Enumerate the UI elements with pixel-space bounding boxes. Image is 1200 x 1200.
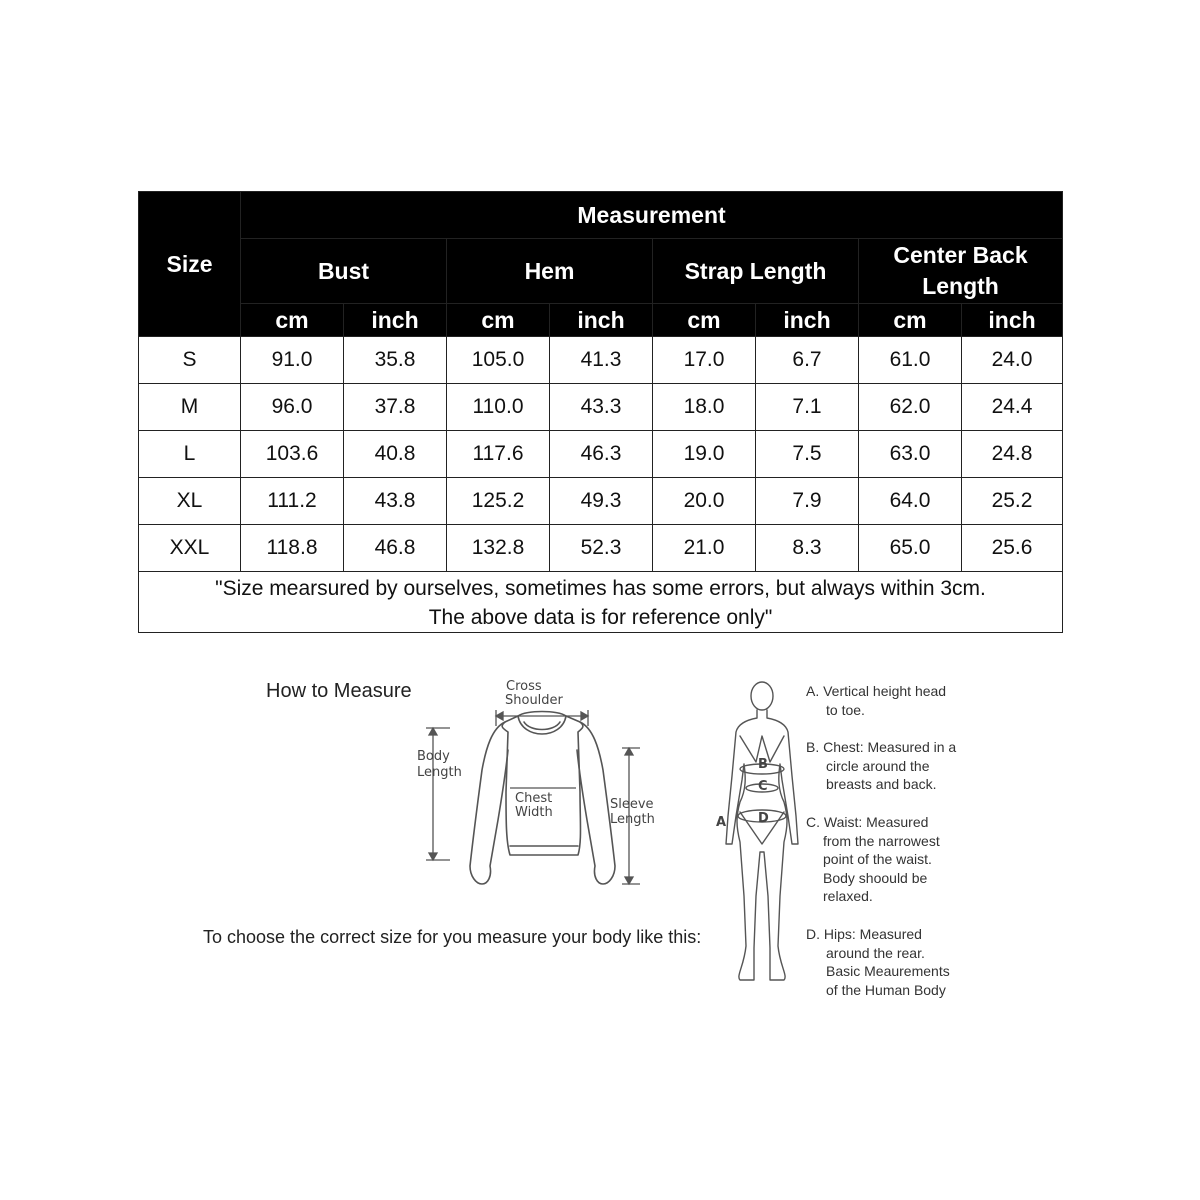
size-cell: XL bbox=[139, 478, 241, 525]
size-cell: S bbox=[139, 337, 241, 384]
legend-line: breasts and back. bbox=[826, 776, 937, 792]
how-to-measure-title: How to Measure bbox=[266, 680, 412, 702]
table-cell: 52.3 bbox=[550, 525, 653, 572]
body-outline bbox=[726, 710, 798, 980]
hips-letter: D bbox=[758, 811, 769, 826]
table-cell: 24.8 bbox=[962, 431, 1063, 478]
table-cell: 132.8 bbox=[447, 525, 550, 572]
unit-header: inch bbox=[344, 304, 447, 337]
note-line: The above data is for reference only" bbox=[428, 606, 773, 629]
table-cell: 40.8 bbox=[344, 431, 447, 478]
unit-header: inch bbox=[756, 304, 859, 337]
table-row bbox=[139, 431, 1063, 478]
chest-width-label: Width bbox=[515, 805, 553, 820]
table-cell: 24.0 bbox=[962, 337, 1063, 384]
legend-line: B. Chest: Measured in a bbox=[806, 739, 957, 755]
chest-width-label: Chest bbox=[515, 791, 553, 806]
choose-size-instruction: To choose the correct size for you measure your body like this: bbox=[203, 927, 702, 947]
waist-letter: C bbox=[758, 779, 768, 794]
bust-header: Bust bbox=[241, 239, 447, 304]
size-cell: M bbox=[139, 384, 241, 431]
sleeve-length-label: Length bbox=[610, 812, 655, 827]
size-cell: XXL bbox=[139, 525, 241, 572]
left-sleeve bbox=[470, 722, 508, 884]
measurement-header: Measurement bbox=[241, 192, 1063, 239]
table-cell: 111.2 bbox=[241, 478, 344, 525]
table-cell: 35.8 bbox=[344, 337, 447, 384]
table-cell: 46.8 bbox=[344, 525, 447, 572]
table-cell: 62.0 bbox=[859, 384, 962, 431]
legend-line: circle around the bbox=[826, 757, 930, 774]
sweater-outline bbox=[502, 716, 583, 855]
table-cell: 6.7 bbox=[756, 337, 859, 384]
table-cell: 64.0 bbox=[859, 478, 962, 525]
table-row bbox=[139, 478, 1063, 525]
cross-shoulder-label: Shoulder bbox=[505, 693, 563, 708]
legend-height bbox=[806, 682, 981, 719]
table-cell: 105.0 bbox=[447, 337, 550, 384]
table-cell: 7.9 bbox=[756, 478, 859, 525]
table-cell: 37.8 bbox=[344, 384, 447, 431]
legend-line: of the Human Body bbox=[826, 981, 946, 998]
table-cell: 103.6 bbox=[241, 431, 344, 478]
center-back-length-header: Center Back Length bbox=[859, 239, 1063, 304]
size-chart-table bbox=[138, 191, 1063, 633]
table-cell: 21.0 bbox=[653, 525, 756, 572]
table-cell: 61.0 bbox=[859, 337, 962, 384]
legend-line: D. Hips: Measured bbox=[806, 926, 922, 942]
legend-hips bbox=[806, 925, 981, 999]
chest-letter: B bbox=[758, 757, 768, 772]
sweater-inner-neck bbox=[524, 722, 560, 730]
note-line: "Size mearsured by ourselves, sometimes has some errors, but always within 3cm. bbox=[215, 577, 986, 600]
table-cell: 7.1 bbox=[756, 384, 859, 431]
sleeve-length-label: Sleeve bbox=[610, 797, 654, 812]
table-cell: 25.6 bbox=[962, 525, 1063, 572]
table-cell: 118.8 bbox=[241, 525, 344, 572]
height-letter: A bbox=[716, 815, 727, 830]
table-cell: 17.0 bbox=[653, 337, 756, 384]
table-row bbox=[139, 525, 1063, 572]
table-cell: 110.0 bbox=[447, 384, 550, 431]
shirt-measurement-diagram bbox=[410, 670, 670, 895]
table-cell: 43.3 bbox=[550, 384, 653, 431]
table-cell: 65.0 bbox=[859, 525, 962, 572]
table-cell: 125.2 bbox=[447, 478, 550, 525]
table-cell: 20.0 bbox=[653, 478, 756, 525]
unit-header: cm bbox=[653, 304, 756, 337]
body-length-label: Body bbox=[417, 749, 450, 764]
table-cell: 91.0 bbox=[241, 337, 344, 384]
table-cell: 7.5 bbox=[756, 431, 859, 478]
strap-length-header: Strap Length bbox=[653, 239, 859, 304]
size-column-header: Size bbox=[139, 192, 241, 337]
body-measurement-figure bbox=[710, 676, 805, 991]
legend-line: around the rear. bbox=[826, 944, 925, 961]
legend-chest bbox=[806, 738, 981, 794]
legend-line: to toe. bbox=[826, 701, 865, 718]
table-cell: 63.0 bbox=[859, 431, 962, 478]
unit-header: inch bbox=[550, 304, 653, 337]
hem-header: Hem bbox=[447, 239, 653, 304]
legend-line: point of the waist. bbox=[823, 851, 932, 867]
table-row bbox=[139, 384, 1063, 431]
table-cell: 43.8 bbox=[344, 478, 447, 525]
table-cell: 25.2 bbox=[962, 478, 1063, 525]
unit-header: inch bbox=[962, 304, 1063, 337]
legend-line: from the narrowest bbox=[823, 832, 940, 849]
size-note bbox=[139, 572, 1063, 633]
note-row bbox=[139, 572, 1063, 633]
legend-line: relaxed. bbox=[823, 888, 873, 904]
legend-waist bbox=[806, 813, 981, 906]
legend-line: Basic Meaurements bbox=[826, 963, 950, 979]
table-cell: 19.0 bbox=[653, 431, 756, 478]
head bbox=[751, 682, 773, 710]
cross-shoulder-label: Cross bbox=[506, 679, 542, 694]
table-cell: 8.3 bbox=[756, 525, 859, 572]
legend-line: C. Waist: Measured bbox=[806, 814, 929, 830]
legend-line: A. Vertical height head bbox=[806, 683, 947, 699]
unit-header: cm bbox=[241, 304, 344, 337]
table-cell: 96.0 bbox=[241, 384, 344, 431]
table-cell: 117.6 bbox=[447, 431, 550, 478]
sweater-neckline bbox=[518, 712, 566, 717]
unit-header: cm bbox=[859, 304, 962, 337]
unit-header: cm bbox=[447, 304, 550, 337]
table-cell: 49.3 bbox=[550, 478, 653, 525]
table-cell: 24.4 bbox=[962, 384, 1063, 431]
table-cell: 46.3 bbox=[550, 431, 653, 478]
size-cell: L bbox=[139, 431, 241, 478]
table-cell: 41.3 bbox=[550, 337, 653, 384]
table-row bbox=[139, 337, 1063, 384]
body-length-label: Length bbox=[417, 765, 462, 780]
legend-line: Body shoould be bbox=[823, 869, 928, 886]
table-cell: 18.0 bbox=[653, 384, 756, 431]
